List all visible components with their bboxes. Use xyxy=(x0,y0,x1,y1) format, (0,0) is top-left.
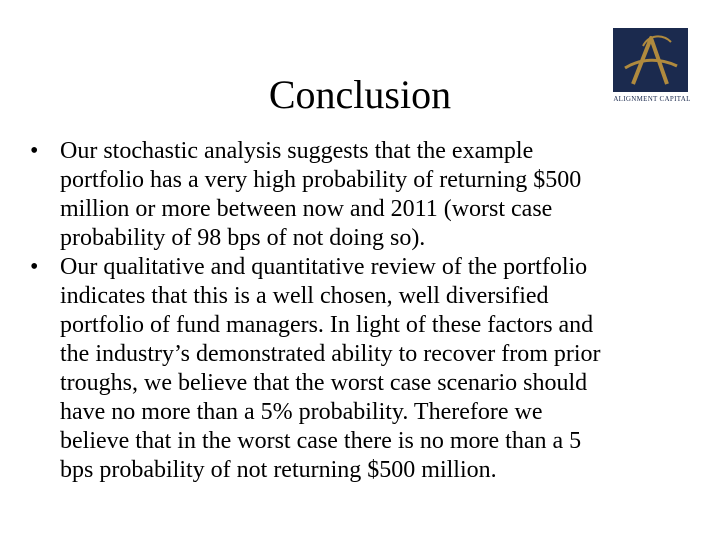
logo-badge xyxy=(613,28,688,92)
bullet-item xyxy=(30,137,690,253)
bullet-dot: • xyxy=(30,254,39,280)
bullet-text-line: portfolio has a very high probability of returning $500 xyxy=(60,167,582,193)
bullet-text-line: million or more between now and 2011 (worst case xyxy=(60,196,553,222)
bullet-text-line: Our stochastic analysis suggests that the example xyxy=(60,138,534,164)
bullet-text-line: believe that in the worst case there is no more than a 5 xyxy=(60,428,582,454)
bullet-text-line: indicates that this is a well chosen, well diversified xyxy=(60,283,549,309)
slide-title: Conclusion xyxy=(268,72,452,117)
stylized-a-logo-icon xyxy=(613,28,688,92)
bullet-text-line: Our qualitative and quantitative review of the portfolio xyxy=(60,254,588,280)
bullet-dot: • xyxy=(30,138,39,164)
bullet-list xyxy=(30,137,690,485)
bullet-item xyxy=(30,253,690,485)
bullet-text-line: troughs, we believe that the worst case scenario should xyxy=(60,370,588,396)
bullet-text-line: bps probability of not returning $500 million. xyxy=(60,457,497,483)
bullet-text-line: the industry’s demonstrated ability to recover from prior xyxy=(60,341,601,367)
bullet-text-line: probability of 98 bps of not doing so). xyxy=(60,225,426,251)
bullet-text-line: have no more than a 5% probability. Therefore we xyxy=(60,399,543,425)
logo-caption: ALIGNMENT CAPITAL xyxy=(613,95,691,103)
alignment-capital-logo xyxy=(598,28,706,108)
bullet-text-line: portfolio of fund managers. In light of these factors and xyxy=(60,312,594,338)
